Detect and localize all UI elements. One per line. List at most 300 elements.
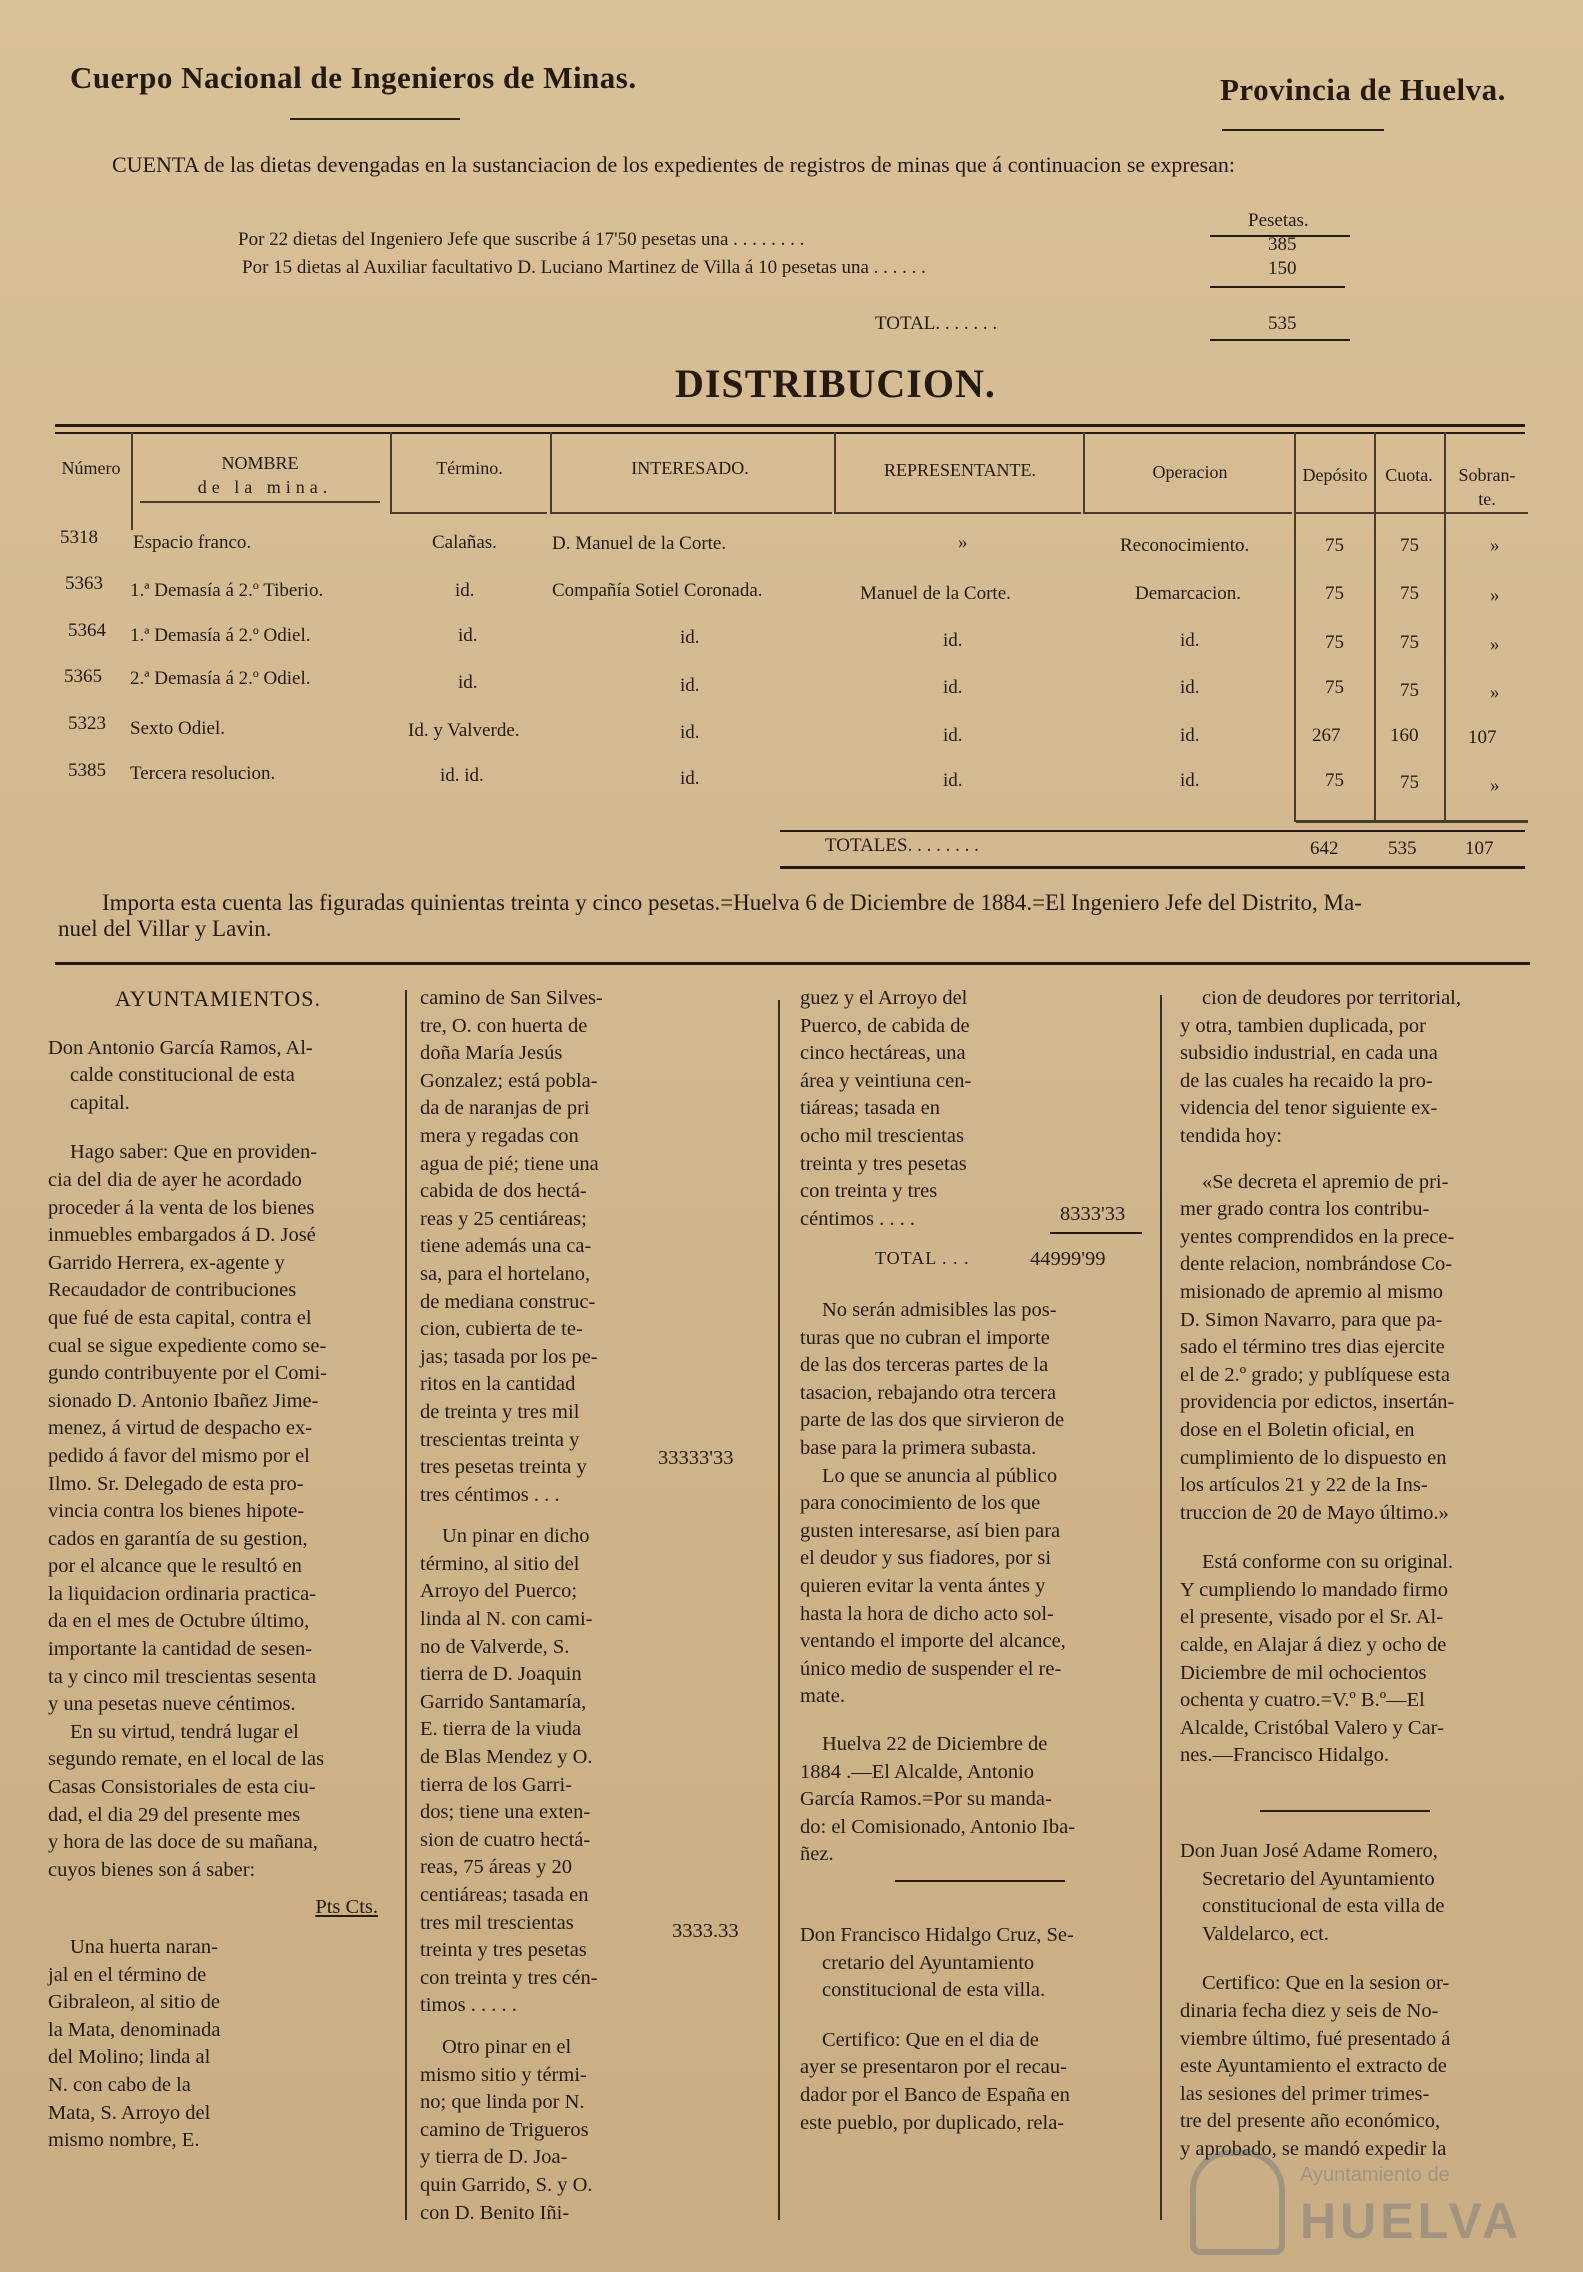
- text-line: ta y cinco mil trescientas sesenta: [48, 1665, 317, 1688]
- text-line: cinco hectáreas, una: [800, 1042, 966, 1065]
- text-line: proceder á la venta de los bienes: [48, 1196, 315, 1219]
- total-rule: [1210, 339, 1350, 341]
- cell-sobrante: »: [1490, 585, 1500, 606]
- text-line: Puerco, de cabida de: [800, 1014, 970, 1037]
- cell-cuota: 75: [1400, 772, 1419, 793]
- text-line: subsidio industrial, en cada una: [1180, 1042, 1438, 1065]
- text-line: cabida de dos hectá-: [420, 1180, 587, 1203]
- cell-operacion: Demarcacion.: [1135, 583, 1242, 604]
- text-line: doña María Jesús: [420, 1042, 563, 1065]
- header-underline: [140, 501, 380, 503]
- text-line: reas y 25 centiáreas;: [420, 1207, 587, 1230]
- text-line: Gibraleon, al sitio de: [48, 1991, 220, 2014]
- text-line: ocho mil trescientas: [800, 1124, 964, 1147]
- text-line: base para la primera subasta.: [800, 1436, 1037, 1459]
- cell-sobrante: »: [1490, 535, 1500, 556]
- text-line: centiáreas; tasada en: [420, 1884, 589, 1906]
- table-top-rule: [55, 424, 1525, 427]
- text-line: sado el término tres dias ejercite: [1180, 1336, 1445, 1359]
- cell-sobrante: 107: [1468, 727, 1497, 748]
- text-line: mer grado contra los contribu-: [1180, 1198, 1430, 1221]
- cell-numero: 5364: [68, 620, 106, 641]
- text-line: timos . . . . .: [420, 1994, 517, 2017]
- text-line: dose en el Boletin oficial, en: [1180, 1418, 1415, 1441]
- text-line: ñez.: [800, 1843, 834, 1866]
- header-underline: [552, 512, 832, 514]
- archive-watermark: [1190, 2150, 1523, 2260]
- text-line: de las cuales ha recaido la pro-: [1180, 1069, 1433, 1092]
- ayuntamientos-heading: AYUNTAMIENTOS.: [115, 986, 321, 1011]
- column-2: [420, 985, 650, 2227]
- text-line: D. Simon Navarro, para que pa-: [1180, 1308, 1443, 1331]
- column-separator: [1160, 995, 1162, 2220]
- cell-deposito: 75: [1325, 677, 1344, 698]
- text-line: no; que linda por N.: [420, 2091, 585, 2114]
- property-item: [420, 2034, 650, 2227]
- text-line: En su virtud, tendrá lugar el: [70, 1720, 299, 1743]
- cell-termino: id.: [455, 580, 475, 601]
- cell-termino: id. id.: [440, 765, 484, 786]
- text-line: sionado D. Antonio Ibañez Jime-: [48, 1389, 319, 1412]
- column-4: [1180, 985, 1520, 1770]
- cell-numero: 5365: [64, 666, 102, 687]
- text-line: Otro pinar en el: [442, 2035, 572, 2058]
- col-sep: [1444, 432, 1446, 822]
- salutation-block: [800, 1922, 1155, 2005]
- certification-text: [1180, 985, 1520, 1151]
- notice-body: [48, 1139, 388, 1884]
- text-line: treinta y tres pesetas: [420, 1939, 587, 1962]
- cell-cuota: 75: [1400, 583, 1419, 604]
- text-line: dador por el Banco de España en: [800, 2083, 1070, 2106]
- text-line: tiene además una ca-: [420, 1235, 592, 1258]
- property-description: [800, 985, 1040, 1233]
- text-line: las sesiones del primer trimes-: [1180, 2082, 1430, 2105]
- conforme-block: [1180, 1549, 1520, 1770]
- text-line: la Mata, denominada: [48, 2018, 221, 2041]
- text-line: guez y el Arroyo del: [800, 987, 968, 1009]
- col-sep: [131, 432, 133, 530]
- text-line: constitucional de esta villa de: [1202, 1895, 1445, 1918]
- property-item: [420, 1523, 650, 2020]
- col-representante-header: REPRESENTANTE.: [883, 460, 1037, 480]
- text-line: agua de pié; tiene una: [420, 1152, 599, 1175]
- text-line: treinta y tres pesetas: [800, 1152, 967, 1175]
- totales-bottom-rule: [780, 866, 1525, 869]
- cell-termino: Id. y Valverde.: [408, 720, 520, 741]
- text-line: capital.: [70, 1091, 130, 1114]
- text-line: Don Juan José Adame Romero,: [1180, 1840, 1438, 1862]
- cuenta-line-1: Por 22 dietas del Ingeniero Jefe que suscribe á 17'50 pesetas una . . . . . . . .: [238, 229, 805, 250]
- text-line: Certifico: Que en el dia de: [822, 2028, 1039, 2051]
- header-left: Cuerpo Nacional de Ingenieros de Minas.: [70, 60, 637, 95]
- notice-body: [800, 1297, 1155, 1711]
- text-line: dos; tiene una exten-: [420, 1801, 591, 1824]
- text-line: la liquidacion ordinaria practica-: [48, 1582, 317, 1605]
- text-line: jas; tasada por los pe-: [420, 1345, 598, 1368]
- text-line: gusten interesarse, así bien para: [800, 1519, 1061, 1542]
- amount-1: 33333'33: [658, 1447, 734, 1469]
- cell-nombre: 2.ª Demasía á 2.º Odiel.: [130, 668, 311, 689]
- text-line: Ilmo. Sr. Delegado de esta pro-: [48, 1472, 304, 1495]
- cell-deposito: 75: [1325, 535, 1344, 556]
- text-line: Está conforme con su original.: [1202, 1551, 1454, 1574]
- text-line: tres mil trescientas: [420, 1911, 574, 1934]
- cell-numero: 5323: [68, 713, 106, 734]
- text-line: Arroyo del Puerco;: [420, 1580, 578, 1603]
- text-line: yentes comprendidos en la prece-: [1180, 1225, 1455, 1248]
- salutation-block: [48, 1035, 388, 1118]
- text-line: nes.—Francisco Hidalgo.: [1180, 1744, 1389, 1767]
- text-line: tasacion, rebajando otra tercera: [800, 1381, 1057, 1404]
- cell-numero: 5363: [65, 573, 103, 594]
- subtotal-rule: [1210, 286, 1345, 288]
- section-ornament: [1260, 1810, 1430, 1812]
- text-line: con D. Benito Iñi-: [420, 2201, 570, 2224]
- text-line: cumplimiento de lo dispuesto en: [1180, 1446, 1447, 1469]
- text-line: misionado de apremio al mismo: [1180, 1280, 1444, 1303]
- text-line: ventando el importe del alcance,: [800, 1630, 1066, 1653]
- cuenta-amount-1: 385: [1268, 234, 1297, 255]
- text-line: ayer se presentaron por el recau-: [800, 2056, 1067, 2079]
- text-line: E. tierra de la viuda: [420, 1718, 582, 1741]
- col-nombre-header: NOMBRE: [221, 453, 299, 473]
- cell-cuota: 75: [1400, 680, 1419, 701]
- text-line: el presente, visado por el Sr. Al-: [1180, 1606, 1444, 1629]
- signature-block: [800, 1731, 1155, 1869]
- text-line: céntimos . . . .: [800, 1207, 916, 1230]
- text-line: mismo sitio y térmi-: [420, 2063, 587, 2086]
- cell-operacion: id.: [1180, 677, 1200, 698]
- text-line: parte de las dos que sirvieron de: [800, 1409, 1065, 1432]
- text-line: cual se sigue expediente como se-: [48, 1334, 327, 1357]
- cell-operacion: id.: [1180, 630, 1200, 651]
- watermark-small: Ayuntamiento de: [1300, 2164, 1450, 2186]
- cell-sobrante: »: [1490, 634, 1500, 655]
- text-line: Gonzalez; está pobla-: [420, 1069, 598, 1092]
- text-line: con treinta y tres: [800, 1180, 938, 1203]
- cell-numero: 5318: [60, 527, 98, 548]
- cell-representante: Manuel de la Corte.: [860, 583, 1011, 604]
- column-1: [48, 985, 388, 2155]
- pesetas-header: Pesetas.: [1248, 210, 1309, 231]
- cell-termino: Calañas.: [432, 532, 497, 553]
- text-line: reas, 75 áreas y 20: [420, 1856, 572, 1879]
- text-line: los artículos 21 y 22 de la Ins-: [1180, 1474, 1428, 1497]
- cell-termino: id.: [458, 672, 478, 693]
- text-line: y una pesetas nueve céntimos.: [48, 1693, 296, 1716]
- text-line: Don Francisco Hidalgo Cruz, Se-: [800, 1924, 1074, 1946]
- text-line: por el alcance que le resultó en: [48, 1555, 302, 1578]
- text-line: videncia del tenor siguiente ex-: [1180, 1097, 1438, 1120]
- col-sobrante-header: Sobran-: [1458, 465, 1516, 485]
- text-line: tiáreas; tasada en: [800, 1097, 941, 1120]
- text-line: cretario del Ayuntamiento: [822, 1951, 1035, 1974]
- col-sobrante-header-2: te.: [1478, 489, 1496, 509]
- text-line: inmuebles embargados á D. José: [48, 1224, 316, 1247]
- cell-representante: »: [958, 532, 968, 553]
- col-nombre-header-2: de la mina.: [197, 477, 333, 497]
- text-line: providencia por edictos, insertán-: [1180, 1391, 1455, 1414]
- text-line: cia del dia de ayer he acordado: [48, 1168, 302, 1191]
- cell-representante: id.: [943, 725, 963, 746]
- text-line: trescientas treinta y: [420, 1428, 580, 1451]
- text-line: cion de deudores por territorial,: [1202, 987, 1462, 1009]
- text-line: Don Antonio García Ramos, Al-: [48, 1036, 313, 1059]
- header-ornament-right: [1222, 129, 1384, 131]
- cuenta-line-2: Por 15 dietas al Auxiliar facultativo D. Luciano Martinez de Villa á 10 pesetas una . . . . . .: [242, 257, 926, 278]
- text-line: calde constitucional de esta: [70, 1064, 295, 1087]
- text-line: de treinta y tres mil: [420, 1400, 580, 1423]
- text-line: mate.: [800, 1685, 845, 1708]
- col-sep: [834, 432, 836, 514]
- text-line: Un pinar en dicho: [442, 1525, 590, 1548]
- certification-body: [800, 2027, 1155, 2137]
- cell-deposito: 75: [1325, 583, 1344, 604]
- property-item: [48, 1934, 388, 2155]
- col-sep: [390, 432, 392, 514]
- text-line: Lo que se anuncia al público: [822, 1464, 1058, 1487]
- cuenta-total-label: TOTAL. . . . . . .: [875, 313, 998, 334]
- total-cuota: 535: [1388, 838, 1417, 859]
- text-line: Garrido Santamaría,: [420, 1690, 587, 1713]
- header-underline: [392, 512, 547, 514]
- column-3-body: [800, 1297, 1155, 1869]
- total-sobrante: 107: [1465, 838, 1494, 859]
- property-description: [420, 985, 650, 1509]
- text-line: este pueblo, por duplicado, rela-: [800, 2111, 1065, 2134]
- text-line: que fué de esta capital, contra el: [48, 1306, 312, 1329]
- cell-nombre: Espacio franco.: [133, 532, 252, 553]
- cell-sobrante: »: [1490, 682, 1500, 703]
- text-line: Hago saber: Que en providen-: [70, 1141, 318, 1164]
- cell-interesado: id.: [680, 627, 700, 648]
- text-line: con treinta y tres cén-: [420, 1966, 598, 1989]
- text-line: tre, O. con huerta de: [420, 1014, 588, 1037]
- text-line: quieren evitar la venta ántes y: [800, 1574, 1046, 1597]
- seal-icon: [1190, 2150, 1285, 2255]
- totales-label: TOTALES. . . . . . . .: [825, 835, 979, 856]
- col-deposito-header: Depósito: [1302, 465, 1368, 485]
- text-line: Casas Consistoriales de esta ciu-: [48, 1776, 316, 1799]
- text-line: ritos en la cantidad: [420, 1373, 576, 1396]
- text-line: menez, á virtud de despacho ex-: [48, 1417, 313, 1440]
- cuenta-intro: CUENTA de las dietas devengadas en la sustanciacion de los expedientes de registros de minas que á continuacion se expresan:: [112, 152, 1235, 177]
- text-line: Valdelarco, ect.: [1202, 1922, 1329, 1945]
- cell-interesado: D. Manuel de la Corte.: [552, 533, 727, 554]
- cell-interesado: id.: [680, 675, 700, 696]
- text-line: Recaudador de contribuciones: [48, 1279, 297, 1302]
- pts-cts-header: Pts Cts.: [315, 1896, 378, 1919]
- text-line: no de Valverde, S.: [420, 1635, 570, 1658]
- text-line: de mediana construc-: [420, 1290, 596, 1313]
- amount-3: 8333'33: [1060, 1203, 1126, 1225]
- totales-top-rule: [780, 830, 1525, 832]
- text-line: cuyos bienes son á saber:: [48, 1858, 256, 1881]
- text-line: dad, el dia 29 del presente mes: [48, 1803, 301, 1826]
- watermark-big: HUELVA: [1300, 2193, 1523, 2249]
- text-line: Huelva 22 de Diciembre de: [822, 1732, 1048, 1755]
- distribucion-title: DISTRIBUCION.: [675, 361, 996, 406]
- text-line: do: el Comisionado, Antonio Iba-: [800, 1815, 1076, 1838]
- salutation-block: [1180, 1838, 1520, 1948]
- text-line: truccion de 20 de Mayo último.»: [1180, 1501, 1449, 1524]
- col-numero-header: Número: [61, 458, 121, 478]
- header-right: Provincia de Huelva.: [1220, 72, 1506, 107]
- text-line: y aprobado, se mandó expedir la: [1180, 2137, 1447, 2160]
- cell-nombre: Tercera resolucion.: [130, 763, 276, 784]
- text-line: tres céntimos . . .: [420, 1483, 560, 1506]
- cell-deposito: 75: [1325, 632, 1344, 653]
- text-line: camino de San Silves-: [420, 987, 603, 1009]
- text-line: y tierra de D. Joa-: [420, 2146, 568, 2169]
- cell-deposito: 267: [1312, 725, 1341, 746]
- text-line: mera y regadas con: [420, 1124, 579, 1147]
- col-sep: [550, 432, 552, 514]
- column-3-second: [800, 1922, 1155, 2137]
- cell-termino: id.: [458, 625, 478, 646]
- decree-quote: [1180, 1169, 1520, 1528]
- text-line: «Se decreta el apremio de pri-: [1202, 1170, 1449, 1193]
- cuenta-total-amount: 535: [1268, 313, 1297, 334]
- cell-cuota: 160: [1390, 725, 1419, 746]
- text-line: único medio de suspender el re-: [800, 1657, 1062, 1680]
- text-line: de Blas Mendez y O.: [420, 1746, 593, 1769]
- text-line: Y cumpliendo lo mandado firmo: [1180, 1578, 1448, 1601]
- text-line: pedido á favor del mismo por el: [48, 1444, 310, 1467]
- cell-operacion: id.: [1180, 725, 1200, 746]
- col-interesado-header: INTERESADO.: [631, 458, 749, 478]
- text-line: ochenta y cuatro.=V.º B.º—El: [1180, 1689, 1425, 1712]
- cell-interesado: Compañía Sotiel Coronada.: [552, 580, 763, 601]
- column-separator: [405, 990, 407, 2220]
- section-divider: [55, 962, 1530, 965]
- text-line: Mata, S. Arroyo del: [48, 2101, 211, 2124]
- text-line: Alcalde, Cristóbal Valero y Car-: [1180, 1716, 1444, 1739]
- col-cuota-header: Cuota.: [1385, 465, 1433, 485]
- text-line: cion, cubierta de te-: [420, 1318, 583, 1341]
- col-sep: [1083, 432, 1085, 514]
- text-line: jal en el término de: [48, 1963, 207, 1986]
- text-line: este Ayuntamiento el extracto de: [1180, 2055, 1447, 2078]
- text-line: y otra, tambien duplicada, por: [1180, 1014, 1426, 1037]
- cell-numero: 5385: [68, 760, 106, 781]
- header-underline: [836, 512, 1081, 514]
- text-line: da en el mes de Octubre último,: [48, 1610, 310, 1633]
- text-line: el de 2.º grado; y publíquese esta: [1180, 1363, 1450, 1386]
- text-line: hasta la hora de dicho acto sol-: [800, 1602, 1054, 1625]
- col-operacion-header: Operacion: [1152, 462, 1228, 482]
- text-line: 1884 .—El Alcalde, Antonio: [800, 1760, 1035, 1783]
- cell-nombre: 1.ª Demasía á 2.º Tiberio.: [130, 580, 324, 601]
- cell-representante: id.: [943, 677, 963, 698]
- amount-2: 3333.33: [672, 1920, 739, 1942]
- cell-nombre: Sexto Odiel.: [130, 718, 225, 739]
- text-line: Diciembre de mil ochocientos: [1180, 1661, 1427, 1684]
- text-line: constitucional de esta villa.: [822, 1979, 1046, 2002]
- cell-deposito: 75: [1325, 770, 1344, 791]
- text-line: Certifico: Que en la sesion or-: [1202, 1972, 1450, 1995]
- total-label: TOTAL . . .: [875, 1248, 970, 1268]
- text-line: da de naranjas de pri: [420, 1097, 590, 1120]
- column-3: [800, 985, 1040, 1233]
- cell-operacion: Reconocimiento.: [1120, 535, 1250, 556]
- text-line: para conocimiento de los que: [800, 1492, 1041, 1515]
- text-line: vincia contra los bienes hipote-: [48, 1500, 305, 1523]
- cell-nombre: 1.ª Demasía á 2.º Odiel.: [130, 625, 311, 646]
- text-line: calde, en Alajar á diez y ocho de: [1180, 1634, 1447, 1657]
- closing-line-2: nuel del Villar y Lavin.: [58, 916, 272, 941]
- text-line: García Ramos.=Por su manda-: [800, 1788, 1052, 1811]
- closing-line-1: Importa esta cuenta las figuradas quinientas treinta y cinco pesetas.=Huelva 6 de Diciembre de 1884.=El Ingeniero Jefe del Distrito, Ma-: [102, 890, 1362, 915]
- text-line: Una huerta naran-: [70, 1936, 218, 1958]
- text-line: dinaria fecha diez y seis de No-: [1180, 1999, 1439, 2022]
- header-ornament: [290, 118, 460, 120]
- text-line: Garrido Herrera, ex-agente y: [48, 1251, 285, 1274]
- cuenta-amount-2: 150: [1268, 258, 1297, 279]
- cell-operacion: id.: [1180, 770, 1200, 791]
- text-line: tendida hoy:: [1180, 1124, 1282, 1147]
- col-termino-header: Término.: [436, 458, 503, 478]
- text-line: turas que no cubran el importe: [800, 1326, 1050, 1349]
- text-line: el deudor y sus fiadores, por si: [800, 1547, 1052, 1570]
- column-4-second: [1180, 1838, 1520, 2164]
- subtotal-rule: [1050, 1232, 1142, 1234]
- text-line: sion de cuatro hectá-: [420, 1828, 591, 1851]
- text-line: área y veintiuna cen-: [800, 1069, 972, 1092]
- total-deposito: 642: [1310, 838, 1339, 859]
- text-line: tierra de los Garri-: [420, 1773, 572, 1796]
- text-line: tierra de D. Joaquin: [420, 1663, 582, 1686]
- total-amount: 44999'99: [1030, 1248, 1106, 1270]
- cell-interesado: id.: [680, 768, 700, 789]
- col-sep: [1374, 432, 1376, 822]
- text-line: linda al N. con cami-: [420, 1608, 593, 1631]
- text-line: tre del presente año económico,: [1180, 2110, 1441, 2133]
- text-line: término, al sitio del: [420, 1552, 580, 1575]
- cell-sobrante: »: [1490, 775, 1500, 796]
- certification-body: [1180, 1970, 1520, 2163]
- text-line: sa, para el hortelano,: [420, 1262, 591, 1285]
- text-line: de las dos terceras partes de la: [800, 1354, 1049, 1377]
- cell-cuota: 75: [1400, 632, 1419, 653]
- text-line: segundo remate, en el local de las: [48, 1748, 325, 1771]
- totales-rule: [1296, 820, 1528, 823]
- text-line: importante la cantidad de sesen-: [48, 1638, 313, 1661]
- text-line: y hora de las doce de su mañana,: [48, 1831, 318, 1854]
- cell-cuota: 75: [1400, 535, 1419, 556]
- text-line: quin Garrido, S. y O.: [420, 2173, 593, 2196]
- table-top-rule-2: [55, 432, 1525, 434]
- col-sep: [1294, 432, 1296, 822]
- text-line: tres pesetas treinta y: [420, 1456, 587, 1479]
- text-line: del Molino; linda al: [48, 2046, 211, 2069]
- text-line: gundo contribuyente por el Comi-: [48, 1362, 327, 1385]
- cell-interesado: id.: [680, 722, 700, 743]
- text-line: camino de Trigueros: [420, 2118, 589, 2141]
- column-separator: [778, 1000, 780, 2220]
- text-line: mismo nombre, E.: [48, 2129, 200, 2152]
- text-line: N. con cabo de la: [48, 2073, 191, 2096]
- cell-representante: id.: [943, 630, 963, 651]
- text-line: cados en garantía de su gestion,: [48, 1527, 308, 1550]
- text-line: No serán admisibles las pos-: [822, 1299, 1057, 1321]
- header-underline: [1296, 512, 1528, 514]
- text-line: viembre último, fué presentado á: [1180, 2027, 1451, 2050]
- header-underline: [1085, 512, 1292, 514]
- section-ornament: [895, 1880, 1065, 1882]
- text-line: Secretario del Ayuntamiento: [1202, 1867, 1435, 1890]
